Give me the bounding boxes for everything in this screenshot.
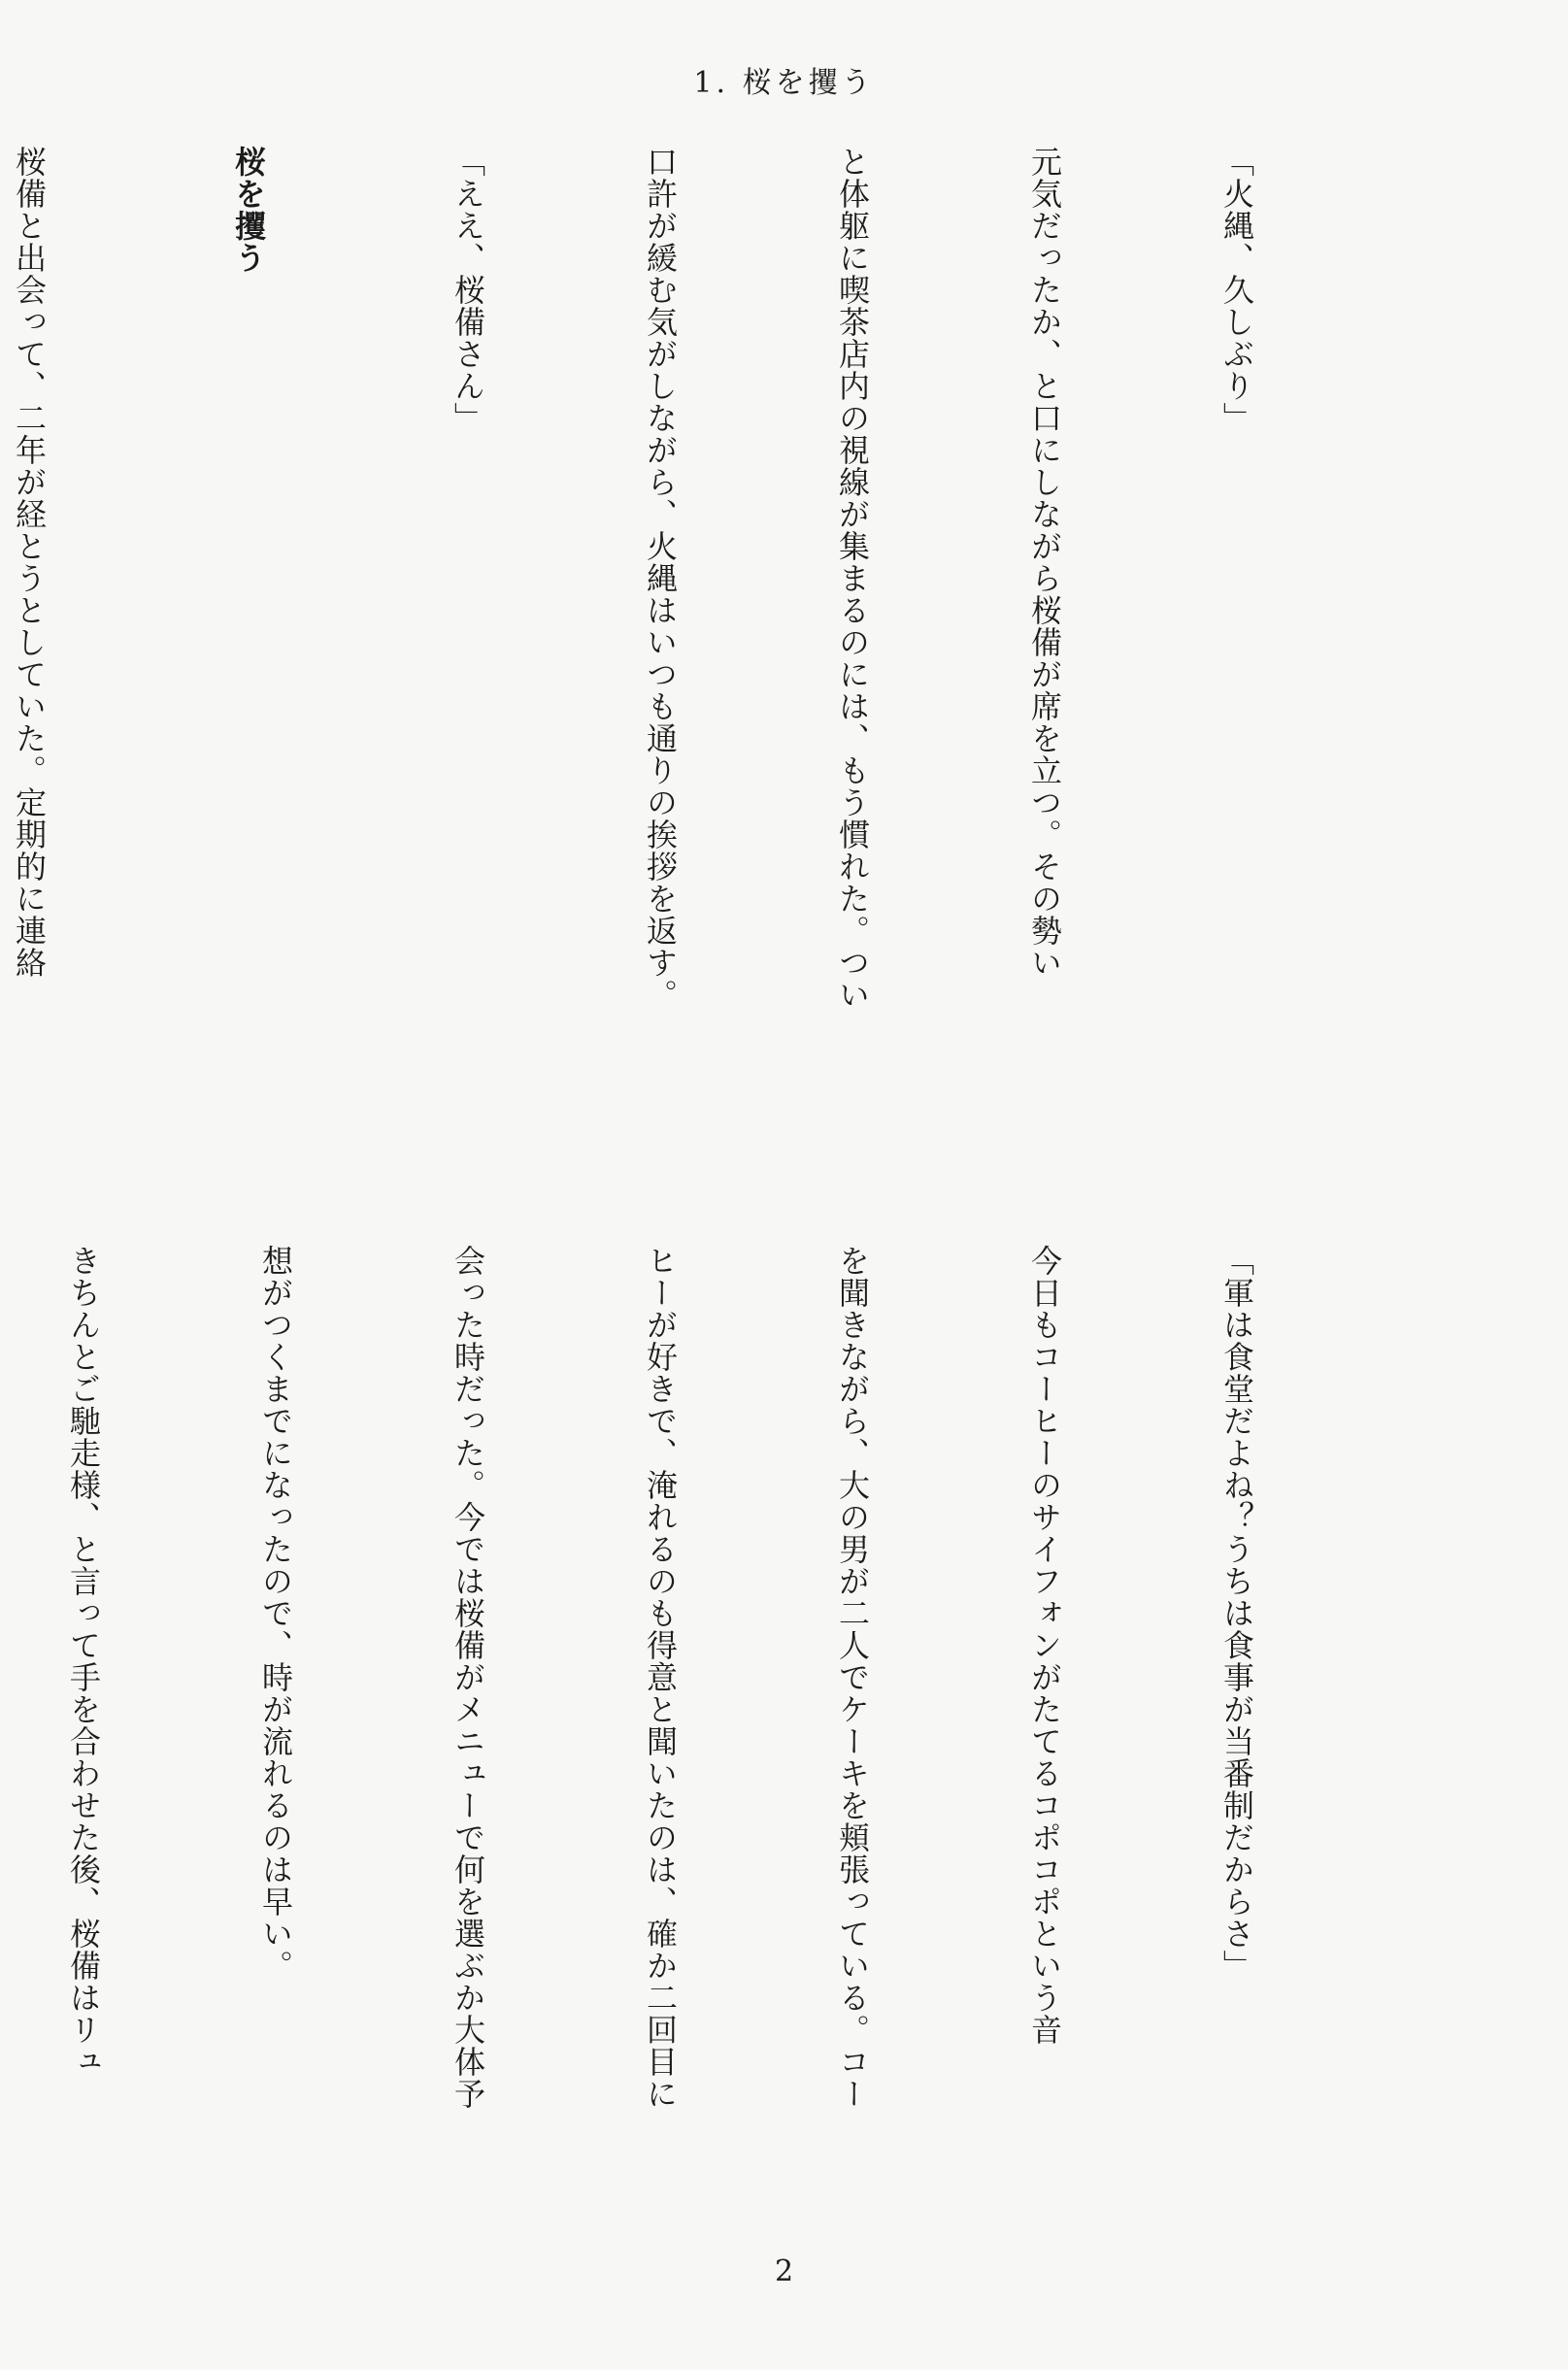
text-line: ヒーが好きで、淹れるのも得意と聞いたのは、確か二回目に <box>642 1245 679 2110</box>
page-number: 2 <box>774 2254 794 2288</box>
text-line: 「火縄、久しぶり」 <box>1218 146 1255 434</box>
text-line: 想がつくまでになったので、時が流れるのは早い。 <box>257 1245 294 1982</box>
section-heading: 桜を攫う <box>230 146 267 274</box>
text-line: 「軍は食堂だよね？うちは食事が当番制だからさ」 <box>1218 1245 1255 1982</box>
text-line: を聞きながら、大の男が二人でケーキを頬張っている。コー <box>834 1245 871 2110</box>
text-line: きちんとご馳走様、と言って手を合わせた後、桜備はリュ <box>65 1245 102 2078</box>
text-line: 今日もコーヒーのサイフォンがたてるコポコポという音 <box>1026 1245 1063 2046</box>
running-header: 1. 桜を攫う <box>693 66 875 100</box>
text-line: と体躯に喫茶店内の視線が集まるのには、もう慣れた。つい <box>834 146 871 1011</box>
text-block-bottom <box>18 1245 1397 2235</box>
text-line: 元気だったか、と口にしながら桜備が席を立つ。その勢い <box>1026 146 1063 979</box>
text-line: 桜備と出会って、二年が経とうとしていた。定期的に連絡 <box>11 146 48 979</box>
text-line: 「ええ、桜備さん」 <box>450 146 486 434</box>
text-line: 口許が緩む気がしながら、火縄はいつも通りの挨拶を返す。 <box>642 146 679 1011</box>
text-block-top <box>11 146 1397 1175</box>
text-line: 会った時だった。今では桜備がメニューで何を選ぶか大体予 <box>450 1245 486 2110</box>
